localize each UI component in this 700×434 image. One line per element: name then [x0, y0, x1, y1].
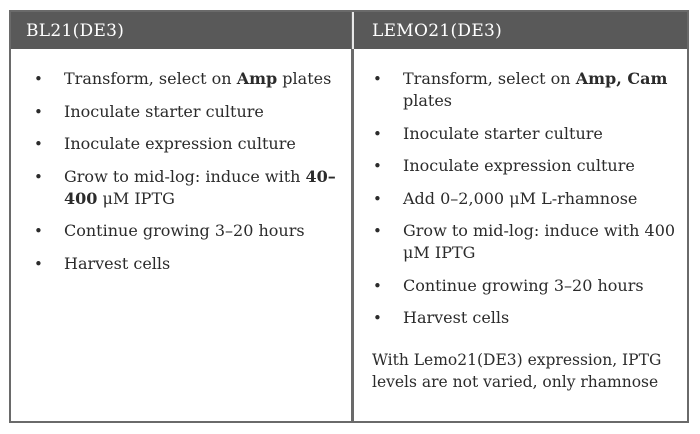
bullet-icon: •: [373, 309, 382, 327]
header-bl21: BL21(DE3): [26, 21, 125, 41]
header-divider: [352, 12, 354, 49]
step-text: Transform, select on: [403, 69, 576, 88]
step-text: Continue growing 3–20 hours: [403, 275, 644, 295]
step-item: [32, 101, 342, 123]
step-text-suffix: plates: [403, 91, 453, 110]
bullet-icon: •: [373, 276, 382, 295]
step-text-suffix: μM IPTG: [97, 188, 175, 208]
bullet-icon: •: [34, 254, 43, 273]
step-item: [32, 133, 342, 155]
step-item: [371, 123, 676, 145]
step-text: Harvest cells: [403, 308, 510, 327]
step-text: Add 0–2,000 μM L-rhamnose: [403, 188, 638, 208]
step-item: [32, 220, 342, 242]
step-item: [371, 188, 676, 210]
step-item: [371, 307, 676, 329]
step-emphasis: 40–400: [64, 166, 336, 208]
bullet-icon: •: [34, 102, 43, 121]
step-text: Continue growing 3–20 hours: [64, 221, 305, 240]
step-emphasis: Amp, Cam: [575, 69, 668, 88]
lemo21-note: With Lemo21(DE3) expression, IPTG levels are not varied, only rhamnose: [372, 351, 662, 391]
step-item: [371, 155, 676, 177]
step-item: [371, 275, 676, 297]
lemo21-steps-list: [371, 68, 676, 329]
step-text: Harvest cells: [64, 253, 171, 273]
lemo21-column: [371, 68, 676, 393]
bullet-icon: •: [34, 135, 43, 153]
bullet-icon: •: [373, 124, 382, 143]
step-item: [32, 166, 342, 210]
bullet-icon: •: [373, 222, 382, 240]
protocol-comparison-table: [9, 10, 689, 423]
step-text: Transform, select on: [64, 69, 237, 88]
table-header: [11, 12, 687, 49]
step-text: Inoculate starter culture: [64, 101, 264, 121]
header-lemo21: LEMO21(DE3): [372, 21, 503, 41]
step-emphasis: Amp: [236, 69, 278, 88]
step-item: [371, 220, 676, 264]
bullet-icon: •: [34, 167, 43, 186]
step-text: Grow to mid-log: induce with 400 μM IPTG: [403, 221, 676, 262]
bullet-icon: •: [34, 70, 43, 88]
bullet-icon: •: [373, 157, 382, 175]
step-text: Inoculate expression culture: [403, 156, 635, 175]
step-text: Inoculate expression culture: [64, 134, 296, 153]
step-text-suffix: plates: [277, 69, 332, 88]
step-item: [371, 68, 676, 112]
bl21-steps-list: [32, 68, 342, 275]
bullet-icon: •: [373, 70, 382, 88]
step-item: [32, 68, 342, 90]
bullet-icon: •: [34, 222, 43, 240]
column-divider: [351, 12, 354, 421]
step-text: Grow to mid-log: induce with: [64, 166, 306, 186]
step-item: [32, 253, 342, 275]
step-text: Inoculate starter culture: [403, 123, 603, 143]
bl21-column: [32, 68, 342, 285]
bullet-icon: •: [373, 189, 382, 208]
